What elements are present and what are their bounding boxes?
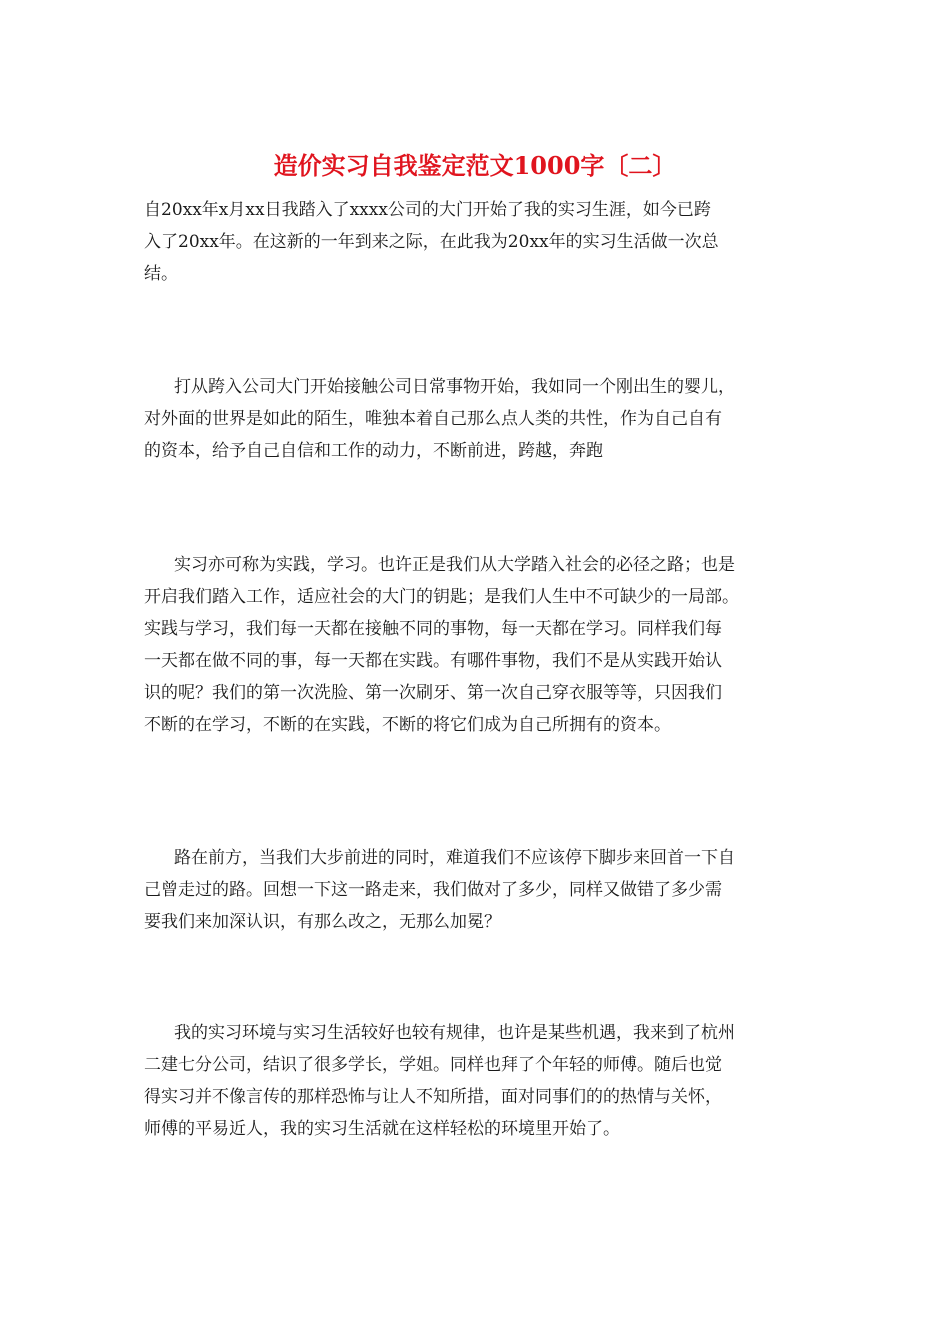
paragraph-2 (144, 371, 808, 467)
paragraph-line: 入了20xx年。在这新的一年到来之际，在此我为20xx年的实习生活做一次总 (144, 232, 719, 252)
paragraph-line: 实习亦可称为实践，学习。也许正是我们从大学踏入社会的必径之路；也是 (174, 555, 735, 575)
paragraph-line: 师傅的平易近人，我的实习生活就在这样轻松的环境里开始了。 (144, 1119, 620, 1139)
paragraph-line: 不断的在学习，不断的在实践，不断的将它们成为自己所拥有的资本。 (144, 715, 671, 735)
paragraph-line: 结。 (144, 264, 178, 284)
paragraph-line: 己曾走过的路。回想一下这一路走来，我们做对了多少，同样又做错了多少需 (144, 880, 722, 900)
paragraph-5 (144, 1017, 808, 1145)
paragraph-line: 一天都在做不同的事，每一天都在实践。有哪件事物，我们不是从实践开始认 (144, 651, 722, 671)
paragraph-line: 实践与学习，我们每一天都在接触不同的事物，每一天都在学习。同样我们每 (144, 619, 722, 639)
paragraph-line: 我的实习环境与实习生活较好也较有规律，也许是某些机遇，我来到了杭州 (174, 1023, 735, 1043)
paragraph-line: 打从跨入公司大门开始接触公司日常事物开始，我如同一个刚出生的婴儿， (174, 377, 735, 397)
document-title: 造价实习自我鉴定范文1000字〔二〕 (273, 151, 677, 180)
paragraph-3 (144, 549, 808, 741)
paragraph-line: 要我们来加深认识，有那么改之，无那么加冕？ (144, 912, 501, 932)
paragraph-line: 的资本，给予自己自信和工作的动力，不断前进，跨越，奔跑 (144, 441, 603, 461)
paragraph-4 (144, 842, 808, 938)
paragraph-line: 自20xx年x月xx日我踏入了xxxx公司的大门开始了我的实习生涯，如今已跨 (144, 200, 711, 220)
paragraph-line: 得实习并不像言传的那样恐怖与让人不知所措，面对同事们的的热情与关怀， (144, 1087, 722, 1107)
paragraph-line: 开启我们踏入工作，适应社会的大门的钥匙；是我们人生中不可缺少的一局部。 (144, 587, 739, 607)
paragraph-line: 路在前方，当我们大步前进的同时，难道我们不应该停下脚步来回首一下自 (174, 848, 735, 868)
paragraph-1 (144, 194, 808, 290)
paragraph-line: 识的呢？我们的第一次洗脸、第一次刷牙、第一次自己穿衣服等等，只因我们 (144, 683, 722, 703)
paragraph-line: 二建七分公司，结识了很多学长，学姐。同样也拜了个年轻的师傅。随后也觉 (144, 1055, 722, 1075)
paragraph-line: 对外面的世界是如此的陌生，唯独本着自己那么点人类的共性，作为自己自有 (144, 409, 722, 429)
